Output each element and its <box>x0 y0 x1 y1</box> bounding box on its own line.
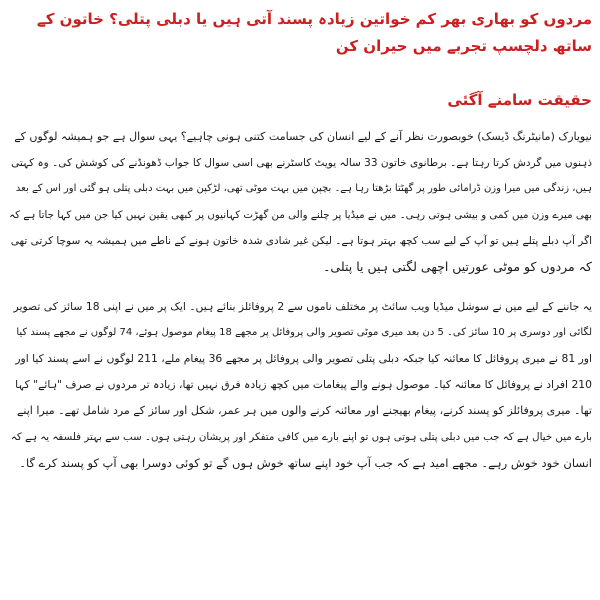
article-paragraph-2 <box>8 294 592 476</box>
headline-line-1: مردوں کو بھاری بھر کم خواتین زیادہ پسند آتی ہیں یا دبلی پتلی؟ خاتون کے ساتھ دلچسپ تجربے میں حیران کن <box>36 10 592 55</box>
paragraph-1-line-3: ہیں، زندگی میں میرا وزن ڈرامائی طور پر گھٹتا بڑھتا رہا ہے۔ بچپن میں بہت موٹی تھی، لڑکپن میں بہت دبلی پتلی ہو گئی اور اس کے بعد <box>15 183 592 194</box>
paragraph-1-line-4: بھی میرے وزن میں کمی و بیشی ہوتی رہی۔ میں نے میڈیا پر چلنے والی من گھڑت کہانیوں پر کبھی یقین نہیں کیا جن میں کہا جاتا ہے کہ <box>9 209 592 221</box>
paragraph-2-line-5: تھا۔ میری پروفائلز کو پسند کرنے، پیغام بھیجنے اور معائنہ کرنے والوں میں ہر عمر، شکل اور سائز کے مرد شامل تھے۔ میرا اپنے <box>16 404 592 417</box>
paragraph-1-line-5: اگر آپ دبلے پتلے ہیں تو آپ کے لیے سب کچھ بہتر ہوتا ہے۔ لیکن غیر شادی شدہ خاتون ہونے کے ناطے میں ہمیشہ یہ سوچا کرتی تھی <box>10 235 592 247</box>
paragraph-2-line-1: یہ جاننے کے لیے میں نے سوشل میڈیا ویب سائٹ پر مختلف ناموں سے 2 پروفائلز بنائے ہیں۔ ایک پر میں نے اپنی 18 سائز کی تصویر <box>13 300 592 313</box>
paragraph-1-line-2: ذہنوں میں گردش کرتا رہتا ہے۔ برطانوی خاتون 33 سالہ یویٹ کاسٹرنے بھی اسی سوال کا جواب ڈھونڈنے کی کوشش کی۔ وہ کہتی <box>11 157 592 169</box>
article-paragraph-1 <box>8 124 592 280</box>
news-article <box>8 6 592 490</box>
paragraph-1-line-6: کہ مردوں کو موٹی عورتیں اچھی لگتی ہیں یا پتلی۔ <box>323 259 592 274</box>
paragraph-2-line-2: لگائی اور دوسری پر 10 سائز کی۔ 5 دن بعد میری موٹی تصویر والی پروفائل پر مجھے 18 پیغام موصول ہوئے، 74 لوگوں نے مجھے پسند کیا <box>16 327 592 338</box>
paragraph-2-line-6: بارے میں خیال ہے کہ جب میں دبلی پتلی ہوتی ہوں تو اپنے بارے میں کافی متفکر اور پریشان رہتی ہوں۔ سب سے بہتر فلسفہ یہ ہے کہ <box>10 431 592 443</box>
paragraph-1-line-1: نیویارک (مانیٹرنگ ڈیسک) خوبصورت نظر آنے کے لیے انسان کی جسامت کتنی ہونی چاہیے؟ یہی سوال ہے جو ہمیشہ لوگوں کے <box>14 130 592 143</box>
paragraph-2-line-4: 210 افراد نے پروفائل کا معائنہ کیا۔ موصول ہونے والے پیغامات میں کچھ زیادہ فرق نہیں تھا، زیادہ تر مردوں نے صرف "ہائے" کہا <box>15 378 592 391</box>
article-headline <box>8 6 592 114</box>
paragraph-2-line-7: انسان خود خوش رہے۔ مجھے امید ہے کہ جب آپ خود اپنے ساتھ خوش ہوں گے تو کوئی دوسرا بھی آپ کو پسند کرے گا۔ <box>19 456 592 470</box>
paragraph-2-line-3: اور 81 نے میری پروفائل کا معائنہ کیا جبکہ دبلی پتلی تصویر والی پروفائل پر مجھے 36 پیغام ملے، 211 لوگوں نے اسے پسند کیا اور <box>15 352 592 365</box>
headline-line-2: حقیقت سامنے آگئی <box>447 91 592 109</box>
